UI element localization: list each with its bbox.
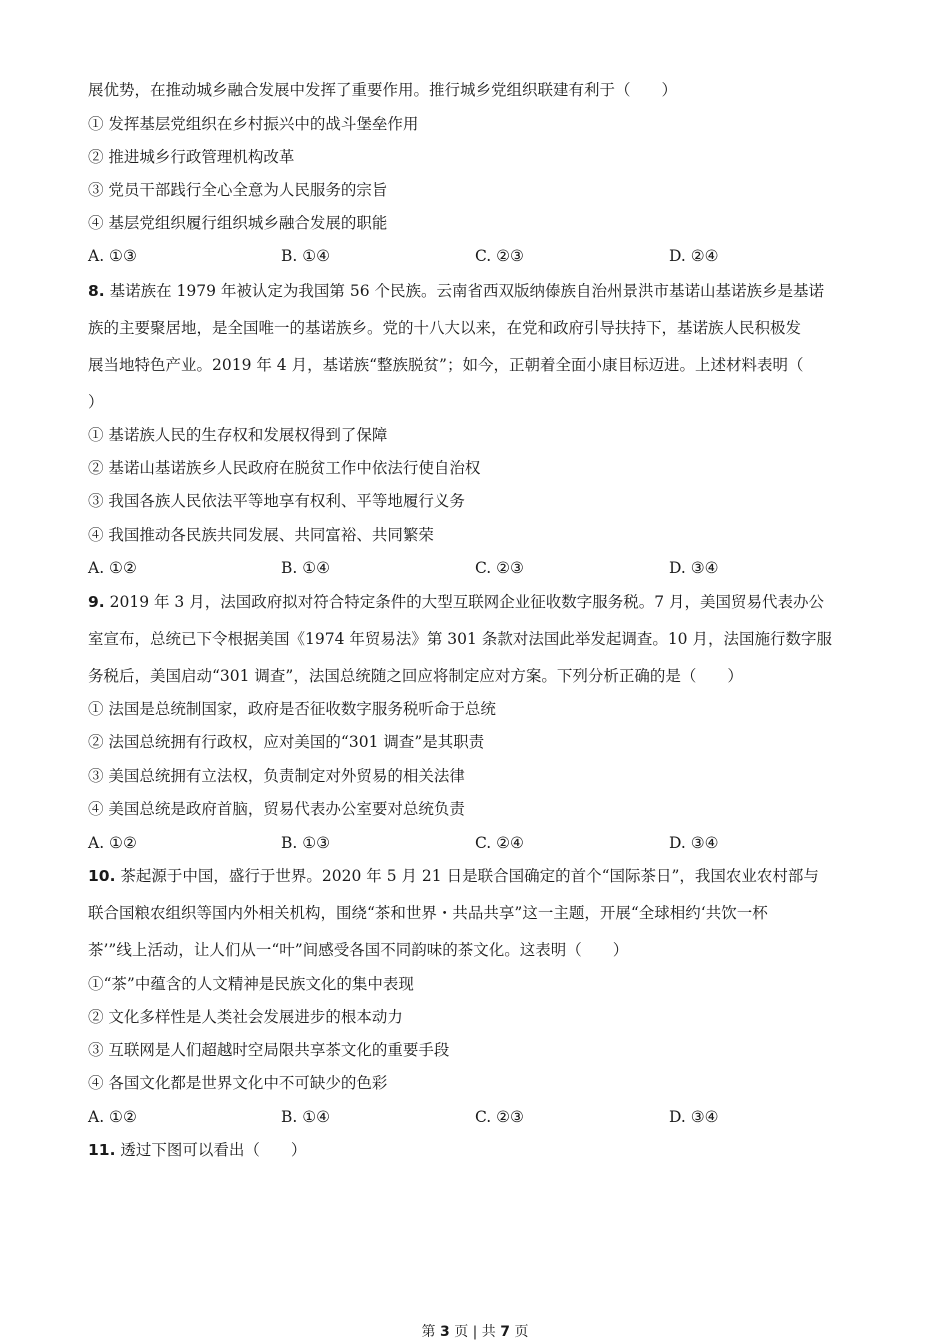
q11-stem-text: 透过下图可以看出（ ） bbox=[120, 1141, 307, 1159]
q9-number: 9. bbox=[88, 593, 105, 611]
q7-options bbox=[88, 246, 878, 266]
footer-suffix: 页 bbox=[514, 1324, 529, 1340]
q7-option-c: C. ②③ bbox=[475, 247, 524, 265]
q10-number: 10. bbox=[88, 867, 116, 885]
q8-option-a: A. ①② bbox=[88, 559, 137, 577]
q9-stem-line-3: 务税后，美国启动“301 调查”，法国总统随之回应将制定应对方案。下列分析正确的是（ ） bbox=[88, 667, 743, 685]
q9-item-4: ④ 美国总统是政府首脑，贸易代表办公室要对总统负责 bbox=[88, 800, 465, 818]
q9-option-c: C. ②④ bbox=[475, 834, 524, 852]
q9-stem-line-1 bbox=[88, 592, 824, 612]
q8-item-4: ④ 我国推动各民族共同发展、共同富裕、共同繁荣 bbox=[88, 526, 434, 544]
q10-stem-line-1 bbox=[88, 866, 819, 886]
q8-stem-line-2: 族的主要聚居地，是全国唯一的基诺族乡。党的十八大以来，在党和政府引导扶持下，基诺族人民积极发 bbox=[88, 319, 802, 337]
footer-prefix: 第 bbox=[421, 1324, 436, 1340]
q11-number: 11. bbox=[88, 1141, 116, 1159]
q10-option-d: D. ③④ bbox=[669, 1108, 719, 1126]
q10-options bbox=[88, 1107, 878, 1127]
q9-stem-text-1: 2019 年 3 月，法国政府拟对符合特定条件的大型互联网企业征收数字服务税。7 月，美国贸易代表办公 bbox=[109, 593, 825, 611]
q10-option-a: A. ①② bbox=[88, 1108, 137, 1126]
q9-option-d: D. ③④ bbox=[669, 834, 719, 852]
q9-item-1: ① 法国是总统制国家，政府是否征收数字服务税听命于总统 bbox=[88, 700, 496, 718]
q7-option-d: D. ②④ bbox=[669, 247, 719, 265]
q8-item-1: ① 基诺族人民的生存权和发展权得到了保障 bbox=[88, 426, 388, 444]
q8-number: 8. bbox=[88, 282, 105, 300]
q8-stem-line-1 bbox=[88, 281, 824, 301]
q10-option-b: B. ①④ bbox=[281, 1108, 331, 1126]
q7-item-2: ② 推进城乡行政管理机构改革 bbox=[88, 148, 295, 166]
q10-item-4: ④ 各国文化都是世界文化中不可缺少的色彩 bbox=[88, 1074, 388, 1092]
q10-item-2: ② 文化多样性是人类社会发展进步的根本动力 bbox=[88, 1008, 403, 1026]
q9-options bbox=[88, 833, 878, 853]
q8-option-b: B. ①④ bbox=[281, 559, 331, 577]
q11-stem bbox=[88, 1140, 306, 1160]
q8-option-c: C. ②③ bbox=[475, 559, 524, 577]
q9-option-b: B. ①③ bbox=[281, 834, 331, 852]
q9-stem-line-2: 室宣布，总统已下令根据美国《1974 年贸易法》第 301 条款对法国此举发起调查。10 月，法国施行数字服 bbox=[88, 630, 832, 648]
q8-stem-text-1: 基诺族在 1979 年被认定为我国第 56 个民族。云南省西双版纳傣族自治州景洪市基诺山基诺族乡是基诺 bbox=[109, 282, 825, 300]
q9-item-2: ② 法国总统拥有行政权，应对美国的“301 调查”是其职责 bbox=[88, 733, 485, 751]
q8-stem-line-3: 展当地特色产业。2019 年 4 月，基诺族“整族脱贫”；如今，正朝着全面小康目标迈进。上述材料表明（ bbox=[88, 356, 804, 374]
q8-stem-line-4: ） bbox=[88, 393, 104, 411]
q8-item-2: ② 基诺山基诺族乡人民政府在脱贫工作中依法行使自治权 bbox=[88, 459, 481, 477]
q9-option-a: A. ①② bbox=[88, 834, 137, 852]
footer-middle: 页 | 共 bbox=[454, 1324, 496, 1340]
q7-option-b: B. ①④ bbox=[281, 247, 331, 265]
q7-item-4: ④ 基层党组织履行组织城乡融合发展的职能 bbox=[88, 214, 388, 232]
footer-total-pages: 7 bbox=[500, 1324, 511, 1340]
q8-option-d: D. ③④ bbox=[669, 559, 719, 577]
q10-stem-text-1: 茶起源于中国，盛行于世界。2020 年 5 月 21 日是联合国确定的首个“国际茶日”，我国农业农村部与 bbox=[120, 867, 819, 885]
q8-item-3: ③ 我国各族人民依法平等地享有权利、平等地履行义务 bbox=[88, 492, 465, 510]
q10-stem-line-3: 茶’”线上活动，让人们从一“叶”间感受各国不同韵味的茶文化。这表明（ ） bbox=[88, 941, 629, 959]
q7-stem-continuation: 展优势，在推动城乡融合发展中发挥了重要作用。推行城乡党组织联建有利于（ ） bbox=[88, 81, 678, 99]
q7-item-1: ① 发挥基层党组织在乡村振兴中的战斗堡垒作用 bbox=[88, 115, 419, 133]
page-footer bbox=[0, 1322, 950, 1342]
q9-item-3: ③ 美国总统拥有立法权，负责制定对外贸易的相关法律 bbox=[88, 767, 465, 785]
q8-options bbox=[88, 558, 878, 578]
q10-item-3: ③ 互联网是人们超越时空局限共享茶文化的重要手段 bbox=[88, 1041, 450, 1059]
q10-stem-line-2: 联合国粮农组织等国内外相关机构，围绕“茶和世界・共品共享”这一主题，开展“全球相约‘共饮一杯 bbox=[88, 904, 768, 922]
q7-option-a: A. ①③ bbox=[88, 247, 137, 265]
q10-item-1: ①“茶”中蕴含的人文精神是民族文化的集中表现 bbox=[88, 975, 414, 993]
q7-item-3: ③ 党员干部践行全心全意为人民服务的宗旨 bbox=[88, 181, 388, 199]
footer-page-number: 3 bbox=[439, 1324, 450, 1340]
q10-option-c: C. ②③ bbox=[475, 1108, 524, 1126]
